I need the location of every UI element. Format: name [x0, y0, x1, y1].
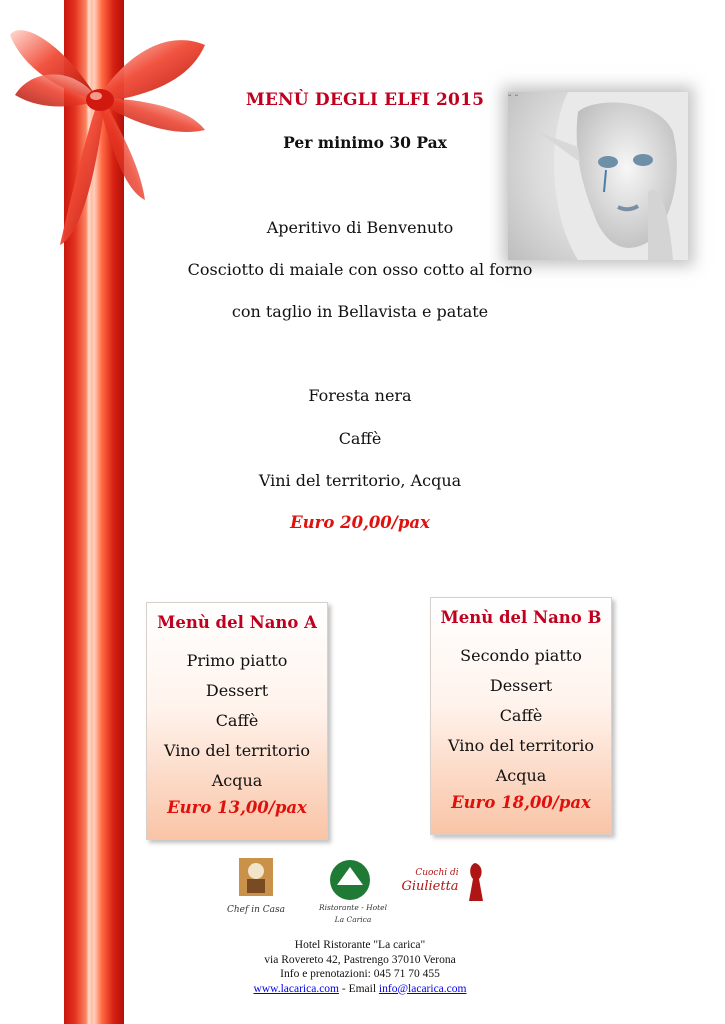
la-carica-logo — [318, 860, 388, 924]
menu-item: Cosciotto di maiale con osso cotto al forno — [187, 260, 533, 279]
menu-b-title: Menù del Nano B — [440, 608, 602, 627]
menu-item: Foresta nera — [308, 386, 412, 405]
menu-b-item: Dessert — [489, 676, 553, 695]
ristorante-hotel-text: Ristorante - Hotel — [319, 903, 387, 912]
email-link[interactable]: info@lacarica.com — [378, 982, 467, 995]
partner-logos — [225, 855, 505, 930]
menu-item: con taglio in Bellavista e patate — [231, 302, 489, 321]
menu-a-item: Acqua — [211, 771, 263, 790]
menu-b-item: Caffè — [499, 706, 543, 725]
giulietta-text: Giulietta — [401, 879, 459, 894]
menu-item: Vini del territorio, Acqua — [258, 471, 462, 490]
menu-item: Aperitivo di Benvenuto — [266, 218, 454, 237]
footer-hotel-name: Hotel Ristorante "La carica" — [294, 939, 426, 951]
page-subtitle: Per minimo 30 Pax — [283, 133, 447, 152]
main-menu-price: Euro 20,00/pax — [290, 513, 430, 532]
footer-links — [150, 982, 570, 997]
menu-b-price: Euro 18,00/pax — [451, 793, 591, 812]
birds-decoration: ᵕ ᵕ — [508, 92, 519, 102]
cuochi-di-giulietta-logo — [401, 863, 483, 901]
menu-b-item: Vino del territorio — [447, 736, 595, 755]
la-carica-text: La Carica — [334, 915, 372, 924]
footer-address: via Rovereto 42, Pastrengo 37010 Verona — [264, 953, 456, 966]
page-title: MENÙ DEGLI ELFI 2015 — [245, 90, 485, 110]
cuochi-text: Cuochi di — [415, 868, 459, 878]
menu-a-item: Dessert — [205, 681, 269, 700]
menu-a-title: Menù del Nano A — [157, 613, 317, 632]
menu-a-item: Caffè — [215, 711, 259, 730]
menu-a-item: Vino del territorio — [163, 741, 311, 760]
chef-in-casa-logo — [227, 858, 285, 915]
email-label: - Email — [339, 982, 379, 995]
footer — [150, 938, 570, 996]
website-link[interactable]: www.lacarica.com — [253, 982, 339, 995]
footer-info: Info e prenotazioni: 045 71 70 455 — [280, 968, 440, 980]
menu-b-item: Secondo piatto — [460, 646, 582, 665]
chef-in-casa-text: Chef in Casa — [227, 905, 285, 915]
menu-box-b — [430, 597, 612, 835]
menu-a-price: Euro 13,00/pax — [167, 798, 307, 817]
menu-box-a — [146, 602, 328, 840]
menu-item: Caffè — [338, 429, 382, 448]
menu-a-item: Primo piatto — [186, 651, 288, 670]
menu-b-item: Acqua — [495, 766, 547, 785]
